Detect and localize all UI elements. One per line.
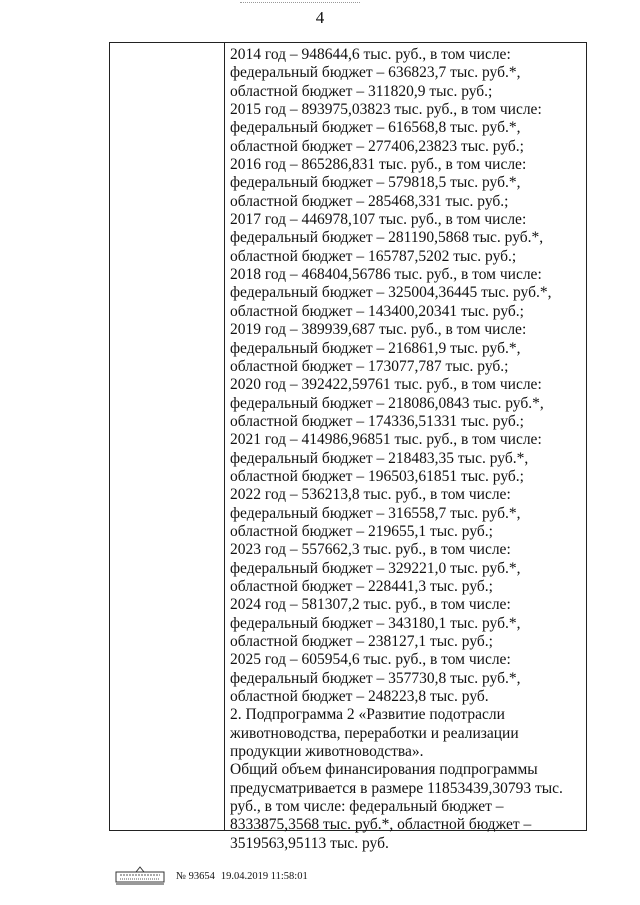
funding-line: областной бюджет – 311820,9 тыс. руб.;: [230, 82, 493, 100]
funding-line: 2024 год – 581307,2 тыс. руб., в том числе:: [230, 596, 511, 614]
funding-line: 2021 год – 414986,96851 тыс. руб., в том числе:: [230, 431, 542, 449]
funding-line: федеральный бюджет – 579818,5 тыс. руб.*,: [230, 174, 521, 192]
footer-timestamp: 19.04.2019 11:58:01: [220, 870, 308, 882]
funding-line: федеральный бюджет – 616568,8 тыс. руб.*,: [230, 119, 521, 137]
document-footer: [114, 866, 308, 886]
table-column-divider: [224, 42, 225, 831]
funding-line: областной бюджет – 174336,51331 тыс. руб.;: [230, 412, 524, 430]
funding-lines: [230, 46, 580, 706]
funding-line: 2019 год – 389939,687 тыс. руб., в том числе:: [230, 321, 527, 339]
scan-artifact: [240, 2, 360, 7]
funding-line: областной бюджет – 277406,23823 тыс. руб.;: [230, 137, 524, 155]
funding-line: 2016 год – 865286,831 тыс. руб., в том числе:: [230, 156, 527, 174]
subprogram-heading: 2. Подпрограмма 2 «Развитие подотрасли животноводства, переработки и реализации продукции животноводства».: [230, 706, 519, 761]
funding-line: 2023 год – 557662,3 тыс. руб., в том числе:: [230, 541, 511, 559]
funding-line: 2014 год – 948644,6 тыс. руб., в том числе:: [230, 46, 511, 63]
funding-line: областной бюджет – 219655,1 тыс. руб.;: [230, 522, 493, 540]
funding-line: областной бюджет – 143400,20341 тыс. руб.;: [230, 302, 524, 320]
funding-line: федеральный бюджет – 329221,0 тыс. руб.*,: [230, 559, 521, 577]
funding-line: областной бюджет – 228441,3 тыс. руб.;: [230, 577, 493, 595]
funding-line: 2017 год – 446978,107 тыс. руб., в том числе:: [230, 211, 527, 229]
funding-line: федеральный бюджет – 316558,7 тыс. руб.*,: [230, 504, 521, 522]
funding-line: областной бюджет – 248223,8 тыс. руб.: [230, 688, 489, 706]
funding-line: областной бюджет – 173077,787 тыс. руб.;: [230, 357, 509, 375]
funding-line: 2025 год – 605954,6 тыс. руб., в том числе:: [230, 651, 511, 669]
funding-line: федеральный бюджет – 343180,1 тыс. руб.*,: [230, 614, 521, 632]
page-number: 4: [315, 8, 325, 27]
funding-line: областной бюджет – 238127,1 тыс. руб.;: [230, 633, 493, 650]
funding-line: 2018 год – 468404,56786 тыс. руб., в том числе:: [230, 266, 542, 284]
funding-line: 2022 год – 536213,8 тыс. руб., в том числе:: [230, 486, 511, 504]
funding-line: областной бюджет – 196503,61851 тыс. руб.;: [230, 467, 524, 485]
funding-line: 2020 год – 392422,59761 тыс. руб., в том числе:: [230, 376, 542, 394]
funding-line: областной бюджет – 165787,5202 тыс. руб.;: [230, 247, 517, 265]
funding-line: федеральный бюджет – 216861,9 тыс. руб.*,: [230, 339, 521, 357]
funding-line: областной бюджет – 285468,331 тыс. руб.;: [230, 192, 509, 210]
funding-line: федеральный бюджет – 281190,5868 тыс. руб.*,: [230, 229, 544, 247]
funding-line: 2015 год – 893975,03823 тыс. руб., в том числе:: [230, 101, 542, 119]
footer-number: № 93654: [176, 870, 215, 882]
funding-line: федеральный бюджет – 325004,36445 тыс. руб.*,: [230, 284, 552, 302]
funding-line: федеральный бюджет – 218483,35 тыс. руб.*,: [230, 449, 529, 467]
registry-stamp-icon: [114, 866, 166, 886]
subprogram-financing: Общий объем финансирования подпрограммы предусматривается в размере 11853439,30793 тыс. руб., в том числе: федеральный бюджет – 8333875,3568 тыс. руб.*, областной бюджет – 3519563,95113 тыс. руб.: [230, 761, 563, 852]
funding-line: федеральный бюджет – 218086,0843 тыс. руб.*,: [230, 394, 544, 412]
funding-content: [230, 46, 580, 853]
funding-line: федеральный бюджет – 636823,7 тыс. руб.*,: [230, 64, 521, 82]
funding-line: федеральный бюджет – 357730,8 тыс. руб.*,: [230, 669, 521, 687]
